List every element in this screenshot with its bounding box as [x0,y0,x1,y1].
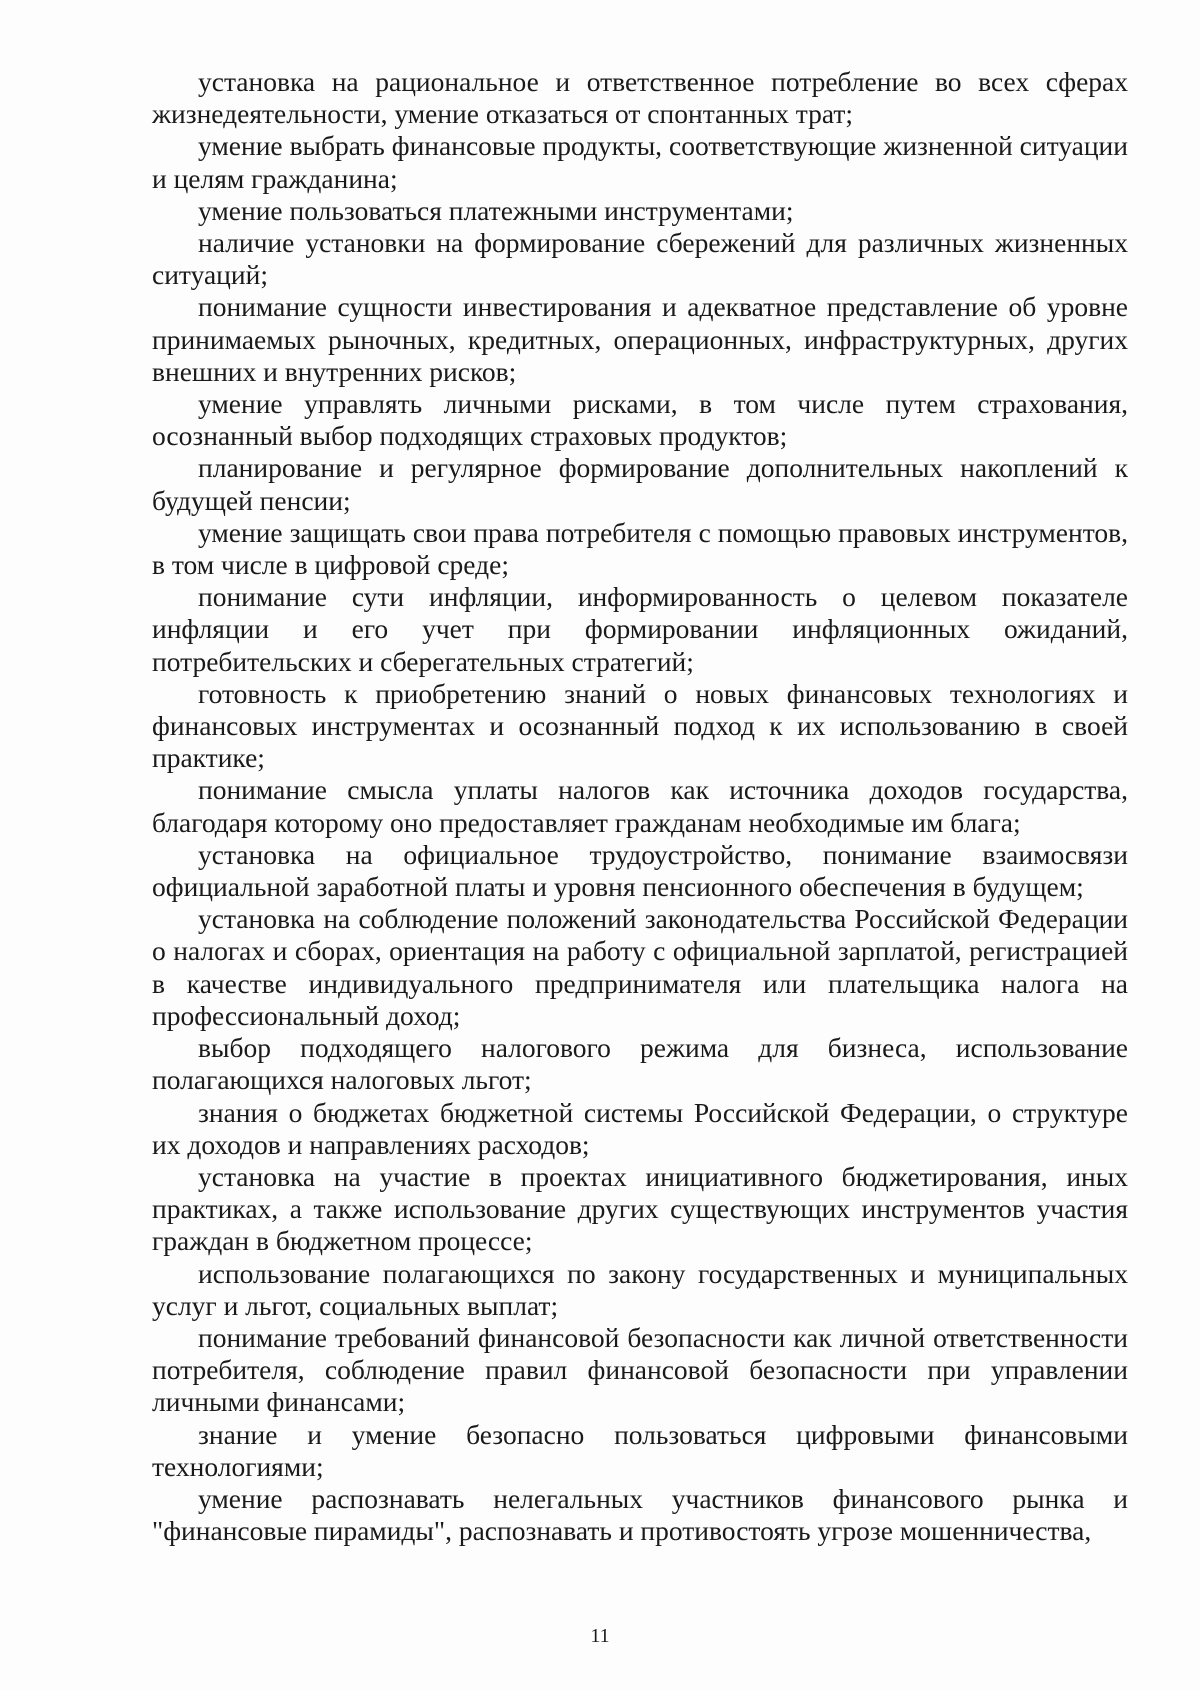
list-item: готовность к приобретению знаний о новых финансовых технологиях и финансовых инструментах и осознанный подход к их использованию в своей практике; [152,677,1128,774]
list-item: установка на участие в проектах инициативного бюджетирования, иных практиках, а также использование других существующих инструментов участия граждан в бюджетном процессе; [152,1160,1128,1257]
list-item: установка на официальное трудоустройство, понимание взаимосвязи официальной заработной платы и уровня пенсионного обеспечения в будущем; [152,838,1128,903]
list-item: умение пользоваться платежными инструментами; [198,194,794,226]
list-item: понимание смысла уплаты налогов как источника доходов государства, благодаря которому оно предоставляет гражданам необходимые им блага; [152,774,1128,838]
list-item: понимание сути инфляции, информированность о целевом показателе инфляции и его учет при формировании инфляционных ожиданий, потребительских и сберегательных стратегий; [152,581,1128,677]
list-item: установка на рациональное и ответственное потребление во всех сферах жизнедеятельности, умение отказаться от спонтанных трат; [152,66,1128,130]
page-number: 11 [590,1625,610,1647]
list-item: понимание требований финансовой безопасности как личной ответственности потребителя, соблюдение правил финансовой безопасности при управлении личными финансами; [152,1321,1128,1418]
list-item: умение распознавать нелегальных участников финансового рынка и "финансовые пирамиды", распознавать и противостоять угрозе мошенничества, [152,1482,1128,1547]
list-item: наличие установки на формирование сбережений для различных жизненных ситуаций; [152,227,1128,291]
list-item: знания о бюджетах бюджетной системы Российской Федерации, о структуре их доходов и направлениях расходов; [152,1096,1128,1160]
list-item: умение выбрать финансовые продукты, соответствующие жизненной ситуации и целям гражданина; [152,130,1128,194]
list-item: умение защищать свои права потребителя с помощью правовых инструментов, в том числе в цифровой среде; [152,516,1128,581]
list-item: использование полагающихся по закону государственных и муниципальных услуг и льгот, социальных выплат; [152,1257,1128,1321]
list-item: понимание сущности инвестирования и адекватное представление об уровне принимаемых рыночных, кредитных, операционных, инфраструктурных, других внешних и внутренних рисков; [152,291,1128,387]
list-item: выбор подходящего налогового режима для бизнеса, использование полагающихся налоговых льгот; [152,1032,1128,1096]
list-item: планирование и регулярное формирование дополнительных накоплений к будущей пенсии; [152,452,1128,516]
list-item: установка на соблюдение положений законодательства Российской Федерации о налогах и сборах, ориентация на работу с официальной зарплатой, регистрацией в качестве индивидуального предпринимателя или плательщика налога на профессиональный доход; [152,903,1128,1031]
list-item: знание и умение безопасно пользоваться цифровыми финансовыми технологиями; [152,1418,1128,1482]
list-item: умение управлять личными рисками, в том числе путем страхования, осознанный выбор подходящих страховых продуктов; [152,388,1128,452]
document-body [152,66,1128,1547]
